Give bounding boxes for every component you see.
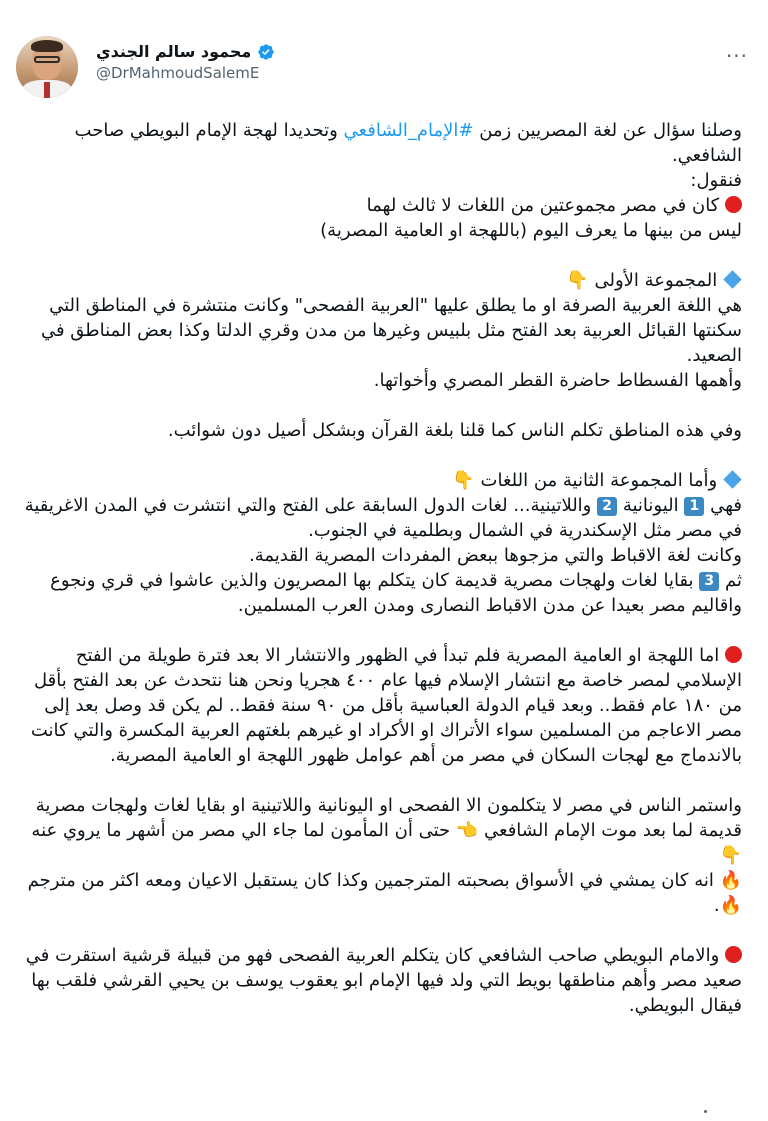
handle[interactable]: @DrMahmoudSalemE [96, 64, 260, 82]
avatar[interactable] [16, 36, 78, 98]
fire-icon: 🔥 [719, 895, 742, 916]
pointing-down-icon: 👇 [719, 845, 742, 866]
group1-fustat: وأهمها الفسطاط حاضرة القطر المصري وأخواتها. [373, 370, 742, 391]
display-name[interactable]: محمود سالم الجندي [96, 42, 252, 61]
group2-text: فهي 1 اليونانية 2 واللاتينية... لغات الدول السابقة على الفتح والتي انتشرت في المدن الاغريقية في مصر مثل الإسكندرية في الشمال وبطلمية في الجنوب. [24, 495, 742, 541]
hashtag-link[interactable]: #الإمام_الشافعي [343, 120, 474, 141]
dialect-paragraph: اما اللهجة او العامية المصرية فلم تبدأ في الظهور والانتشار الا بعد فترة طويلة من الفتح الإسلامي لمصر خاصة مع انتشار الإسلام فيها عام ٤٠٠ هجريا ونحن هنا نتحدث عن بعد الفتح بأقل من ١٨٠ عام فقط.. وبعد قيام الدولة العباسية بأقل من ٩٠ سنة فقط.. لم يكن قد وصل بعد إلى مصر الاعاجم من المسلمين سواء الأتراك او الأكراد او غيرهم بلغتهم العربية المكسرة والتي كانت بالاندماج مع لهجات السكان في مصر من أهم عوامل ظهور اللهجة او العامية المصرية. [30, 645, 742, 766]
red-circle-icon [725, 946, 742, 963]
group2-copts: وكانت لغة الاقباط والتي مزجوها ببعض المفردات المصرية القديمة. [248, 545, 742, 566]
group1-title: المجموعة الأولى 👇 [20, 268, 742, 293]
group1-text: هي اللغة العربية الصرفة او ما يطلق عليها "العربية الفصحى" وكانت منتشرة في المناطق التي سكنتها القبائل العربية بعد الفتح مثل بلبيس وغيرها من مدن وقري الدلتا وكذا بعض المناطق في الصعيد. [40, 295, 742, 366]
groups-line: كان في مصر مجموعتين من اللغات لا ثالث لهما [20, 193, 742, 218]
tweet-text [20, 118, 742, 1018]
red-circle-icon [725, 196, 742, 213]
intro-paragraph: وصلنا سؤال عن لغة المصريين زمن #الإمام_الشافعي وتحديدا لهجة الإمام البويطي صاحب الشافعي. [74, 120, 742, 166]
groups-note: ليس من بينها ما يعرف اليوم (باللهجة او العامية المصرية) [320, 220, 742, 241]
pointing-down-icon: 👇 [452, 470, 475, 491]
verified-badge-icon [257, 43, 275, 61]
group2-title: وأما المجموعة الثانية من اللغات 👇 [20, 468, 742, 493]
keycap-2-icon: 2 [597, 497, 617, 516]
tweet-header [16, 36, 752, 100]
translators-paragraph: 🔥 انه كان يمشي في الأسواق بصحبته المترجمين وكذا كان يستقبل الاعيان ومعه اكثر من مترجم🔥. [27, 870, 742, 916]
blue-diamond-icon [723, 270, 741, 288]
continuation-paragraph: واستمر الناس في مصر لا يتكلمون الا الفصحى او اليونانية واللاتينية او بقايا لغات ولهجات مصرية قديمة لما بعد موت الإمام الشافعي 👈 حتى أن المأمون لما جاء الي مصر من أشهر ما يروي عنه 👇 [31, 795, 742, 866]
pointing-down-icon: 👇 [566, 270, 589, 291]
intro-line: فنقول: [690, 170, 742, 191]
buwaiti-paragraph: والامام البويطي صاحب الشافعي كان يتكلم العربية الفصحى فهو من قبيلة قرشية استقرت في صعيد مصر وأهم مناطقها بويط التي ولد فيها الإمام ابو يعقوب يوسف بن يحيي القرشي فلقب بها فيقال البويطي. [25, 945, 742, 1016]
group2-remnants: ثم 3 بقايا لغات ولهجات مصرية قديمة كان يتكلم بها المصريون والذين عاشوا في قري ونجوع واقاليم مصر بعيدا عن مدن الاقباط النصارى ومدن العرب المسلمين. [50, 570, 742, 616]
keycap-3-icon: 3 [699, 572, 719, 591]
blue-diamond-icon [723, 470, 741, 488]
red-circle-icon [725, 646, 742, 663]
more-icon[interactable]: ··· [725, 44, 748, 68]
fire-icon: 🔥 [719, 870, 742, 891]
author-info [96, 42, 275, 82]
divider-dot [704, 1110, 707, 1113]
pointing-left-icon: 👈 [455, 820, 479, 841]
group1-summary: وفي هذه المناطق تكلم الناس كما قلنا بلغة القرآن وبشكل أصيل دون شوائب. [167, 420, 742, 441]
keycap-1-icon: 1 [684, 497, 704, 516]
